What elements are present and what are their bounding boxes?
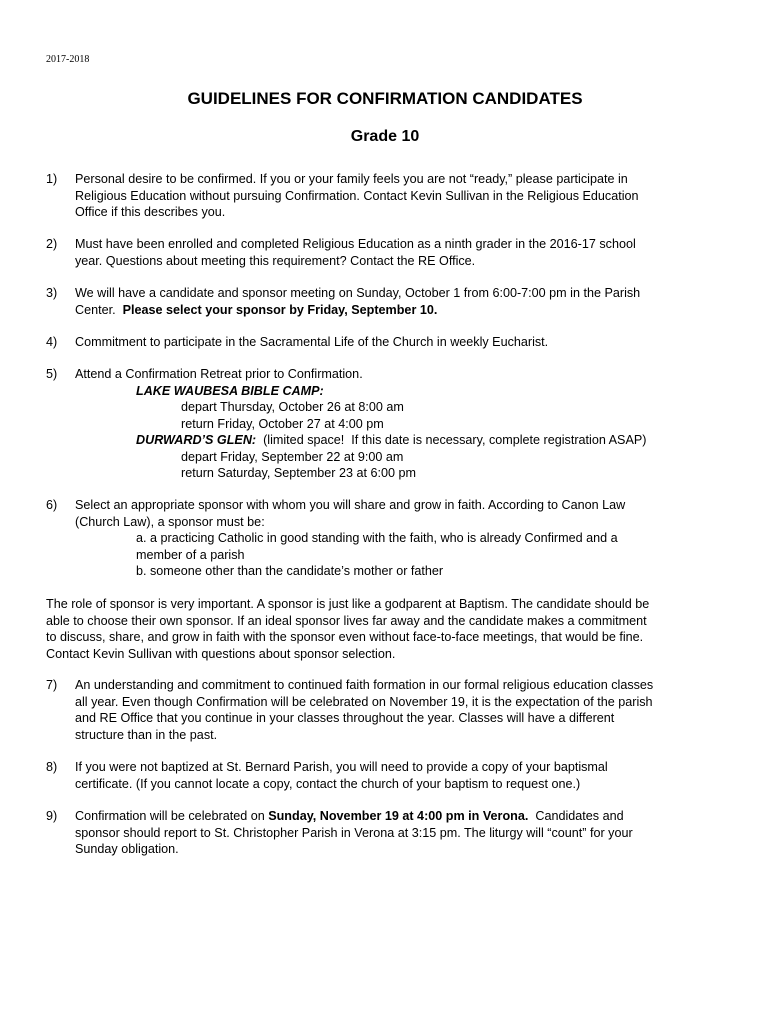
item-number: 5) [46, 367, 58, 381]
sponsor-requirement-b: b. someone other than the candidate’s mother or father [136, 564, 444, 578]
item-line: sponsor should report to St. Christopher Parish in Verona at 3:15 pm. The liturgy will “count” for your [75, 825, 633, 840]
item-line: We will have a candidate and sponsor meeting on Sunday, October 1 from 6:00-7:00 pm in the Parish [75, 286, 641, 300]
item-number: 9) [46, 809, 58, 823]
item-line: Religious Education without pursuing Confirmation. Contact Kevin Sullivan in the Religious Education [75, 188, 639, 203]
sponsor-requirement-a: a. a practicing Catholic in good standing with the faith, who is already Confirmed and a [136, 531, 618, 545]
item-number: 3) [46, 286, 58, 300]
item-line: structure than in the past. [75, 727, 218, 742]
item-line: Personal desire to be confirmed. If you or your family feels you are not “ready,” please participate in [75, 172, 628, 186]
item-line: Must have been enrolled and completed Religious Education as a ninth grader in the 2016-17 school [75, 237, 636, 251]
guideline-item-2 [46, 236, 726, 269]
item-line: Attend a Confirmation Retreat prior to Confirmation. [75, 367, 363, 381]
item-line: all year. Even though Confirmation will be celebrated on November 19, it is the expectation of the parish [75, 694, 653, 709]
guideline-item-1 [46, 171, 726, 221]
retreat-depart: depart Friday, September 22 at 9:00 am [181, 449, 404, 464]
item-number: 1) [46, 172, 58, 186]
retreat-camp-2: DURWARD’S GLEN: [136, 433, 257, 447]
item-number: 6) [46, 498, 58, 512]
retreat-camp-1: LAKE WAUBESA BIBLE CAMP [136, 383, 320, 398]
item-line: Confirmation will be celebrated on [75, 809, 269, 823]
page-title: GUIDELINES FOR CONFIRMATION CANDIDATES [187, 89, 583, 108]
grade-heading: Grade 10 [350, 128, 420, 145]
guideline-item-6 [46, 497, 726, 580]
item-line: An understanding and commitment to continued faith formation in our formal religious education classes [75, 678, 654, 692]
sponsor-role-paragraph [46, 596, 731, 662]
item-line: (Church Law), a sponsor must be: [75, 514, 265, 529]
paragraph-line: The role of sponsor is very important. A sponsor is just like a godparent at Baptism. The candidate should be [46, 597, 650, 611]
guideline-item-3 [46, 285, 726, 318]
retreat-return: return Friday, October 27 at 4:00 pm [181, 416, 384, 431]
retreat-return: return Saturday, September 23 at 6:00 pm [181, 466, 416, 480]
school-year: 2017-2018 [46, 54, 90, 65]
confirmation-date: Sunday, November 19 at 4:00 pm in Verona. [268, 809, 529, 823]
paragraph-line: Contact Kevin Sullivan with questions about sponsor selection. [46, 646, 396, 661]
item-line: Select an appropriate sponsor with whom you will share and grow in faith. According to Canon Law [75, 498, 626, 512]
guideline-item-7 [46, 677, 726, 743]
item-line: Center. [75, 302, 123, 317]
paragraph-line: able to choose their own sponsor. If an ideal sponsor lives far away and the candidate makes a commitment [46, 613, 647, 628]
sponsor-requirement-a-cont: member of a parish [136, 547, 245, 562]
retreat-depart: depart Thursday, October 26 at 8:00 am [181, 400, 404, 414]
item-line: Office if this describes you. [75, 205, 226, 219]
item-line: year. Questions about meeting this requirement? Contact the RE Office. [75, 253, 476, 268]
guideline-item-9: 9) Confirmation will be celebrated on Sunday, November 19 at 4:00 pm in Verona. Candidates and sponsor should report to St. Christopher Parish in Verona at 3:15 pm. The liturgy will “count” for your Sunday obligation. [46, 809, 633, 856]
item-line: Commitment to participate in the Sacramental Life of the Church in weekly Eucharist. [75, 335, 549, 349]
retreat-note: (limited space! If this date is necessary, complete registration ASAP) [256, 433, 647, 447]
sponsor-deadline: Please select your sponsor by Friday, September 10. [122, 302, 438, 317]
item-number: 4) [46, 335, 58, 349]
item-line: If you were not baptized at St. Bernard Parish, you will need to provide a copy of your baptismal [75, 760, 608, 774]
guideline-item-4 [46, 334, 726, 351]
item-line: and RE Office that you continue in your classes throughout the year. Classes will have a different [75, 711, 615, 725]
item-number: 8) [46, 760, 58, 774]
item-line: Sunday obligation. [75, 842, 179, 856]
guideline-item-5: 5) Attend a Confirmation Retreat prior to Confirmation. LAKE WAUBESA BIBLE CAMP: depart Thursday, October 26 at 8:00 am return Friday, October 27 at 4:00 pm DURWARD’S GLEN: (limited space! If this date is necessary, complete registration ASAP) depart Friday, September 22 at 9:00 am return Saturday, September 23 at 6:00 pm [46, 367, 647, 480]
item-number: 7) [46, 678, 58, 692]
item-number: 2) [46, 237, 58, 251]
paragraph-line: to discuss, share, and grow in faith with the sponsor even without face-to-face meetings, that would be fine. [46, 630, 644, 644]
item-line: certificate. (If you cannot locate a copy, contact the church of your baptism to request one.) [75, 776, 581, 791]
guideline-item-8 [46, 759, 726, 792]
